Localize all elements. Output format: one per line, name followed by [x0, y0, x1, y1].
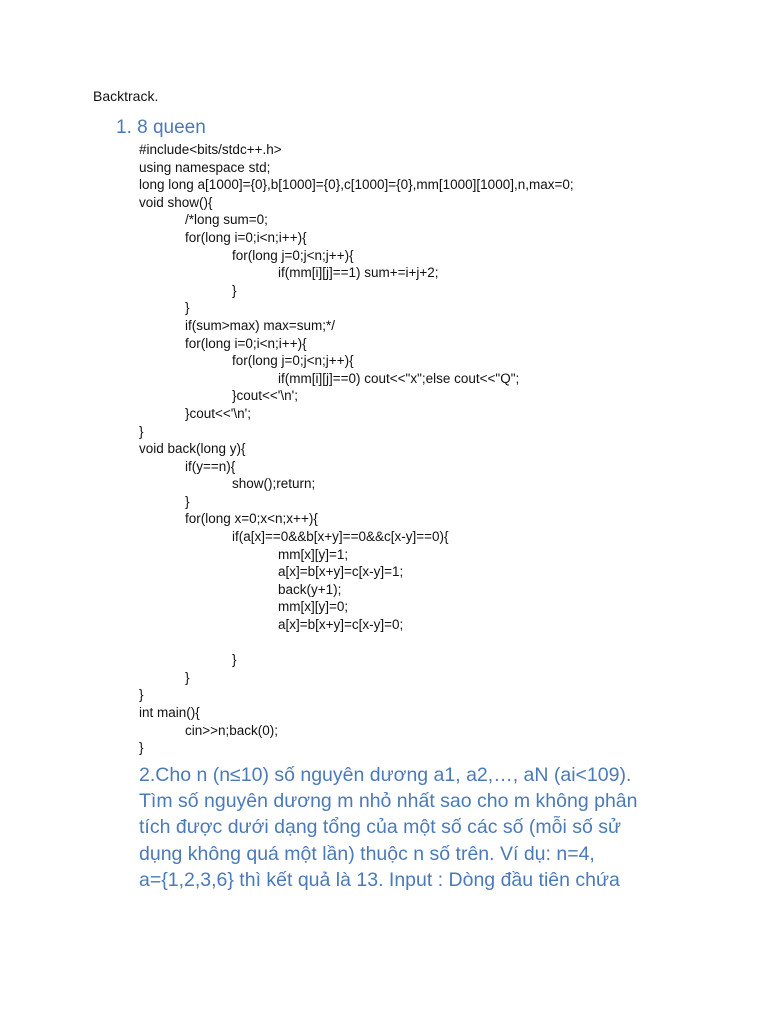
problem-line: Tìm số nguyên dương m nhỏ nhất sao cho m không phân [139, 790, 638, 813]
code-line: } [139, 687, 144, 703]
problem-line: a={1,2,3,6} thì kết quả là 13. Input : Dòng đầu tiên chứa [139, 868, 620, 891]
section-title: 1. 8 queen [116, 117, 206, 138]
code-line: a[x]=b[x+y]=c[x-y]=1; [278, 564, 404, 580]
problem-statement [139, 762, 719, 893]
code-line: if(sum>max) max=sum;*/ [185, 317, 336, 333]
problem-line: 2.Cho n (n≤10) số nguyên dương a1, a2,…, aN (ai<109). [139, 764, 632, 786]
code-line: } [232, 652, 237, 668]
problem-line: dụng không quá một lần) thuộc n số trên. Ví dụ: n=4, [139, 842, 595, 865]
code-line: cin>>n;back(0); [185, 722, 279, 738]
code-line: if(mm[i][j]==1) sum+=i+j+2; [278, 265, 439, 281]
code-line: for(long j=0;j<n;j++){ [232, 353, 354, 369]
code-line: for(long x=0;x<n;x++){ [185, 511, 318, 527]
code-line: long long a[1000]={0},b[1000]={0},c[1000]={0},mm[1000][1000],n,max=0; [139, 177, 574, 193]
code-line [139, 634, 739, 652]
code-line: if(y==n){ [185, 458, 236, 474]
code-line: #include<bits/stdc++.h> [139, 142, 282, 157]
code-line: for(long j=0;j<n;j++){ [232, 247, 354, 263]
code-line: mm[x][y]=1; [278, 546, 349, 562]
code-line: if(a[x]==0&&b[x+y]==0&&c[x-y]==0){ [232, 529, 449, 545]
code-line: show();return; [232, 476, 316, 492]
code-line: } [139, 740, 144, 756]
code-line: int main(){ [139, 705, 200, 720]
code-line: for(long i=0;i<n;i++){ [185, 229, 307, 245]
code-line: /*long sum=0; [185, 212, 268, 228]
code-line: } [185, 669, 190, 685]
code-line: } [139, 423, 144, 439]
code-block [139, 141, 739, 757]
code-line: } [185, 300, 190, 316]
page-heading: Backtrack. [93, 88, 159, 104]
code-line: a[x]=b[x+y]=c[x-y]=0; [278, 617, 404, 633]
code-line: void back(long y){ [139, 441, 246, 457]
code-line: }cout<<'\n'; [232, 388, 298, 404]
problem-line: tích được dưới dạng tổng của một số các số (mỗi số sử [139, 816, 622, 839]
code-line: mm[x][y]=0; [278, 599, 349, 615]
code-line: }cout<<'\n'; [185, 405, 251, 421]
code-line: for(long i=0;i<n;i++){ [185, 335, 307, 351]
code-line: using namespace std; [139, 159, 271, 175]
code-line: void show(){ [139, 194, 213, 210]
code-line: } [185, 493, 190, 509]
code-line: } [232, 282, 237, 298]
code-line: back(y+1); [278, 581, 342, 597]
code-line: if(mm[i][j]==0) cout<<"x";else cout<<"Q"; [278, 370, 520, 386]
